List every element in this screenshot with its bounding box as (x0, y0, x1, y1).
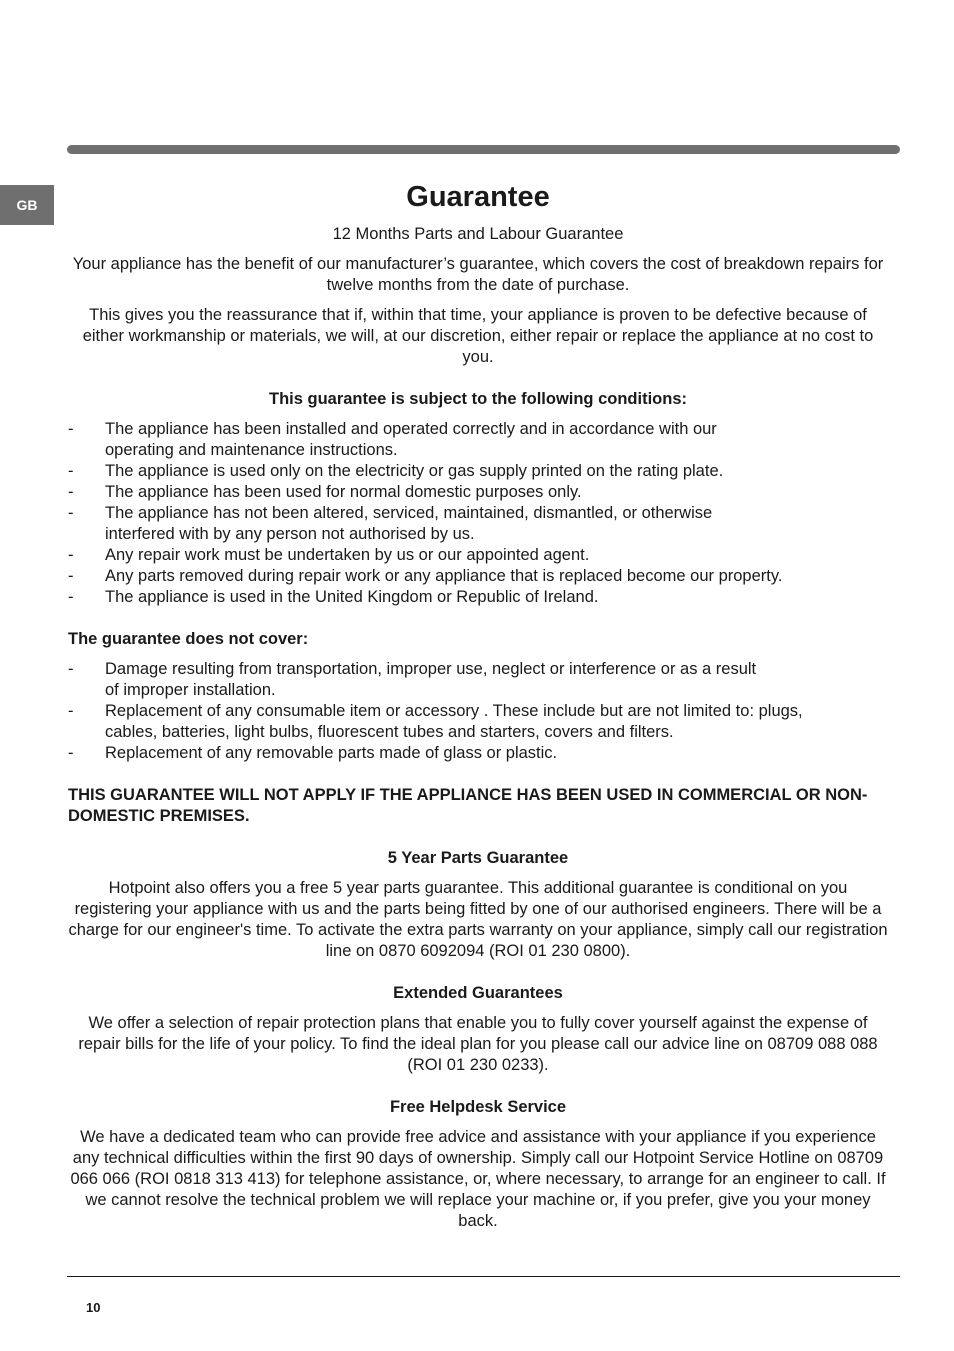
list-item (68, 419, 888, 461)
list-item (68, 545, 888, 566)
condition-text: Any parts removed during repair work or any appliance that is replaced become our property. (105, 567, 783, 585)
list-item (68, 482, 888, 503)
list-item (68, 743, 888, 764)
list-dash: - (68, 702, 74, 720)
list-item (68, 659, 888, 701)
page-number: 10 (86, 1300, 101, 1315)
header-rule (67, 145, 900, 154)
list-dash: - (68, 588, 74, 606)
conditions-list (68, 419, 888, 608)
list-dash: - (68, 462, 74, 480)
section-heading: Free Helpdesk Service (389, 1098, 567, 1116)
list-dash: - (68, 567, 74, 585)
condition-text: The appliance is used in the United Kingdom or Republic of Ireland. (105, 588, 599, 606)
section-body: We offer a selection of repair protection plans that enable you to fully cover yourself against the expense of repair bills for the life of your policy. To find the ideal plan for you please call our advice line on 08709 088 088 (ROI 01 230 0233). (78, 1014, 878, 1074)
condition-text: The appliance has been used for normal domestic purposes only. (105, 483, 582, 501)
exclusion-text: Replacement of any consumable item or accessory . These include but are not limited to: plugs, cables, batteries, light bulbs, fluorescent tubes and starters, covers and filters. (105, 702, 803, 741)
list-dash: - (68, 504, 74, 522)
condition-text: The appliance has not been altered, serviced, maintained, dismantled, or otherwise interfered with by any person not authorised by us. (105, 504, 713, 543)
list-dash: - (68, 483, 74, 501)
list-item (68, 503, 888, 545)
conditions-heading: This guarantee is subject to the following conditions: (268, 390, 688, 408)
section-body: We have a dedicated team who can provide free advice and assistance with your appliance if you experience any technical difficulties within the first 90 days of ownership. Simply call our Hotpoint Service Hotline on 08709 066 066 (ROI 0818 313 413) for telephone assistance, or, where necessary, to arrange for an engineer to call. If we cannot resolve the technical problem we will replace your machine or, if you prefer, give you your money back. (70, 1128, 886, 1230)
list-item (68, 701, 888, 743)
section-body: Hotpoint also offers you a free 5 year parts guarantee. This additional guarantee is conditional on you registering your appliance with us and the parts being fitted by one of our authorised engineers. There will be a charge for our engineer's time. To activate the extra parts warranty on your appliance, simply call our registration line on 0870 6092094 (ROI 01 230 0800). (68, 879, 888, 960)
list-dash: - (68, 546, 74, 564)
section-heading: Extended Guarantees (393, 984, 563, 1002)
list-dash: - (68, 744, 74, 762)
list-dash: - (68, 420, 74, 438)
footer-rule (67, 1276, 900, 1277)
commercial-use-warning: THIS GUARANTEE WILL NOT APPLY IF THE APPLIANCE HAS BEEN USED IN COMMERCIAL OR NON-DOMESTIC PREMISES. (68, 786, 868, 825)
condition-text: The appliance has been installed and operated correctly and in accordance with our operating and maintenance instructions. (105, 420, 717, 459)
exclusion-text: Damage resulting from transportation, improper use, neglect or interference or as a result of improper installation. (105, 660, 757, 699)
language-tab: GB (0, 185, 54, 225)
guarantee-content (68, 180, 888, 1241)
list-item (68, 587, 888, 608)
exclusion-text: Replacement of any removable parts made of glass or plastic. (105, 744, 558, 762)
condition-text: Any repair work must be undertaken by us or our appointed agent. (105, 546, 590, 564)
list-dash: - (68, 660, 74, 678)
guarantee-subtitle: 12 Months Parts and Labour Guarantee (332, 225, 624, 243)
section-heading: 5 Year Parts Guarantee (387, 849, 569, 867)
list-item (68, 461, 888, 482)
list-item (68, 566, 888, 587)
page-title: Guarantee (406, 181, 550, 213)
exclusions-heading: The guarantee does not cover: (68, 630, 309, 648)
intro-paragraph-2: This gives you the reassurance that if, within that time, your appliance is proven to be defective because of either workmanship or materials, we will, at our discretion, either repair or replace the appliance at no cost to you. (82, 306, 874, 366)
condition-text: The appliance is used only on the electricity or gas supply printed on the rating plate. (105, 462, 724, 480)
exclusions-list (68, 659, 888, 764)
intro-paragraph-1: Your appliance has the benefit of our manufacturer’s guarantee, which covers the cost of breakdown repairs for twelve months from the date of purchase. (72, 255, 884, 294)
